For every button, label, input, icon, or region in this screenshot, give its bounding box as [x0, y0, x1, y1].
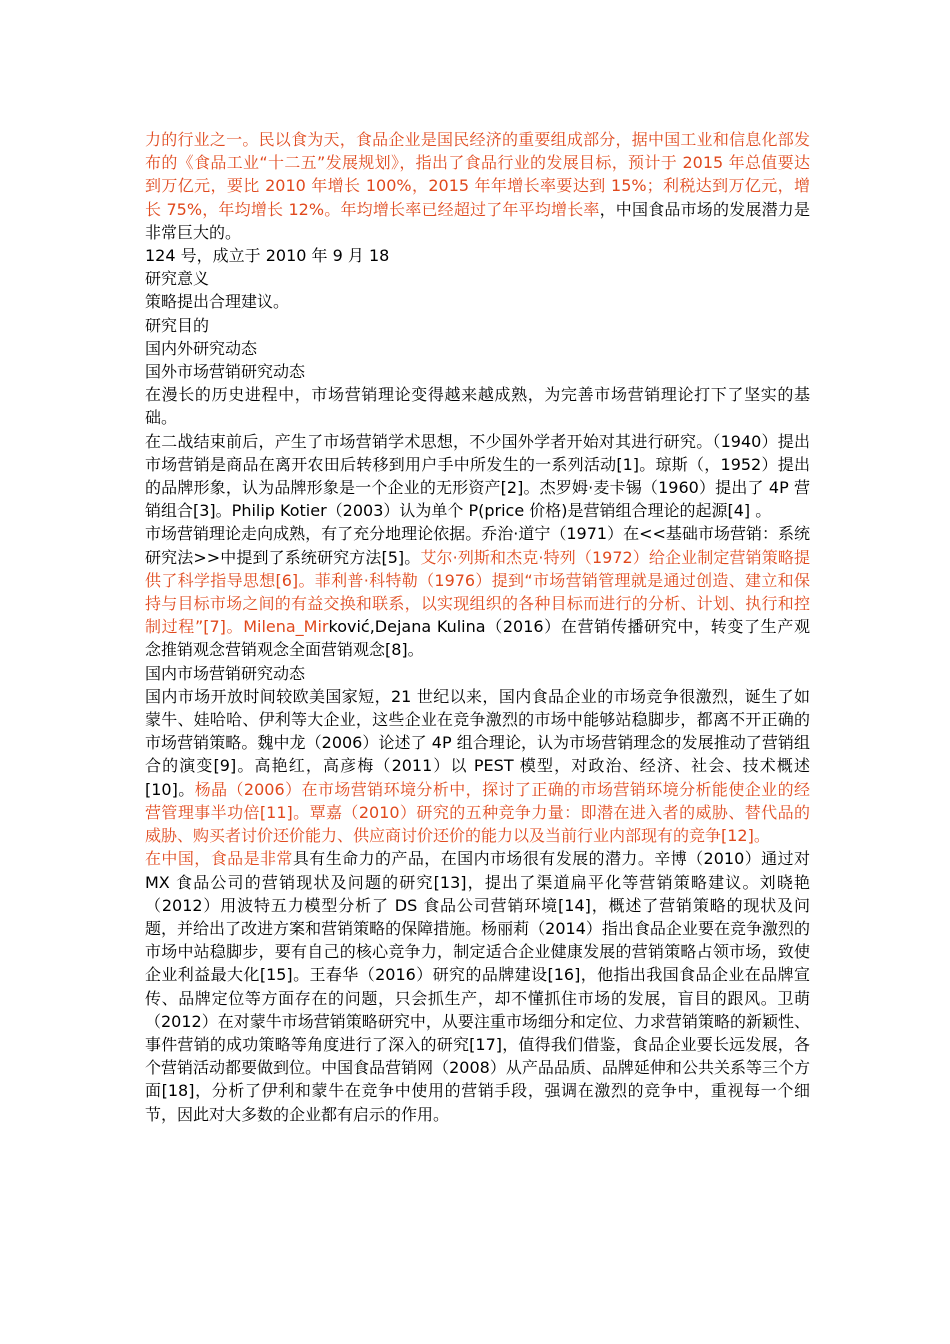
paragraph	[145, 314, 810, 337]
highlighted-text-run: 杨晶（2006）在市场营销环境分析中，探讨了正确的市场营销环境分析能使企业的经营管理事半功倍[11]。覃嘉（2010）研究的五种竞争力量：即潜在进入者的威胁、替代品的威胁、购买者讨价还价能力、供应商讨价还价的能力以及当前行业内部现有的竞争[12]。	[145, 779, 810, 846]
paragraph	[145, 128, 810, 244]
text-run: 国内市场开放时间较欧美国家短，21 世纪以来，国内食品企业的市场竞争很激烈，诞生了如蒙牛、娃哈哈、伊利等大企业，这些企业在竞争激烈的市场中能够站稳脚步，都离不开正确的市场营销策略。魏中龙（2006）论述了 4P 组合理论，认为市场营销理念的发展推动了营销组合的演变[9]。高艳红，高彦梅（2011）以 PEST 模型，对政治、经济、社会、技术概述[10]。	[145, 686, 810, 799]
paragraph	[145, 290, 810, 313]
paragraph	[145, 267, 810, 290]
text-run: 研究目的	[145, 315, 210, 335]
highlighted-text-run: 艾尔·列斯和杰克·特列（1972）给企业制定营销策略提供了科学指导思想[6]。菲利普·科特勒（1976）提到“市场营销管理就是通过创造、建立和保持与目标市场之间的有益交换和联系，以实现组织的各种目标而进行的分析、计划、执行和控制过程”[7]。Milena_Mir	[145, 547, 810, 637]
paragraph	[145, 522, 810, 661]
paragraph	[145, 244, 810, 267]
highlighted-text-run: 力的行业之一。民以食为天，食品企业是国民经济的重要组成部分，据中国工业和信息化部发布的《食品工业“十二五”发展规划》，指出了食品行业的发展目标，预计于 2015 年总值要达到万亿元，要比 2010 年增长 100%，2015 年年增长率要达到 15%；利税达到万亿元，增长 75%，年均增长 12%。年均增长率已经超过了年平均增长率	[145, 130, 810, 219]
text-run: 研究意义	[145, 269, 210, 289]
text-run: 具有生命力的产品，在国内市场很有发展的潜力。辛博（2010）通过对 MX 食品公司的营销现状及问题的研究[13]，提出了渠道扁平化等营销策略建议。刘晓艳（2012）用波特五力模型分析了 DS 食品公司营销环境[14]，概述了营销策略的现状及问题，并给出了改进方案和营销策略的保障措施。杨丽莉（2014）指出食品企业要在竞争激烈的市场中站稳脚步，要有自己的核心竞争力，制定适合企业健康发展的营销策略占领市场，致使企业利益最大化[15]。王春华（2016）研究的品牌建设[16]，他指出我国食品企业在品牌宣传、品牌定位等方面存在的问题，只会抓生产，却不懂抓住市场的发展，盲目的跟风。卫萌（2012）在对蒙牛市场营销策略研究中，从要注重市场细分和定位、力求营销策略的新颖性、事件营销的成功策略等角度进行了深入的研究[17]，值得我们借鉴，食品企业要长远发展，各个营销活动都要做到位。中国食品营销网（2008）从产品品质、品牌延伸和公共关系等三个方面[18]，分析了伊利和蒙牛在竞争中使用的营销手段，强调在激烈的竞争中，重视每一个细节，因此对大多数的企业都有启示的作用。	[145, 849, 810, 1124]
text-run: 市场营销理论走向成熟，有了充分地理论依据。乔治·道宁（1971）在<<基础市场营销：系统研究法>>中提到了系统研究方法[5]。	[145, 524, 810, 567]
text-run: 策略提出合理建议。	[145, 292, 290, 312]
paragraph	[145, 430, 810, 523]
text-run: 国外市场营销研究动态	[145, 362, 306, 382]
text-run: 在漫长的历史进程中，市场营销理论变得越来越成熟，为完善市场营销理论打下了坚实的基础。	[145, 385, 810, 428]
document-body	[145, 128, 810, 1126]
paragraph	[145, 337, 810, 360]
highlighted-text-run: 在中国，食品是非常	[145, 849, 293, 869]
text-run: 124 号，成立于 2010 年 9 月 18	[145, 246, 390, 266]
paragraph	[145, 360, 810, 383]
text-run: 国内外研究动态	[145, 338, 258, 358]
text-run: ，中国食品市场的发展潜力是非常巨大的。	[145, 199, 810, 242]
paragraph	[145, 662, 810, 685]
paragraph	[145, 847, 810, 1125]
paragraph	[145, 383, 810, 429]
paragraph	[145, 685, 810, 847]
text-run: 在二战结束前后，产生了市场营销学术思想，不少国外学者开始对其进行研究。（1940）提出市场营销是商品在离开农田后转移到用户手中所发生的一系列活动[1]。琼斯（，1952）提出的品牌形象，认为品牌形象是一个企业的无形资产[2]。杰罗姆·麦卡锡（1960）提出了 4P 营销组合[3]。Philip Kotier（2003）认为单个 P(price 价格)是营销组合理论的起源[4] 。	[145, 431, 810, 521]
text-run: ković,Dejana Kulina（2016）在营销传播研究中，转变了生产观念推销观念营销观念全面营销观念[8]。	[145, 617, 810, 660]
text-run: 国内市场营销研究动态	[145, 663, 306, 683]
